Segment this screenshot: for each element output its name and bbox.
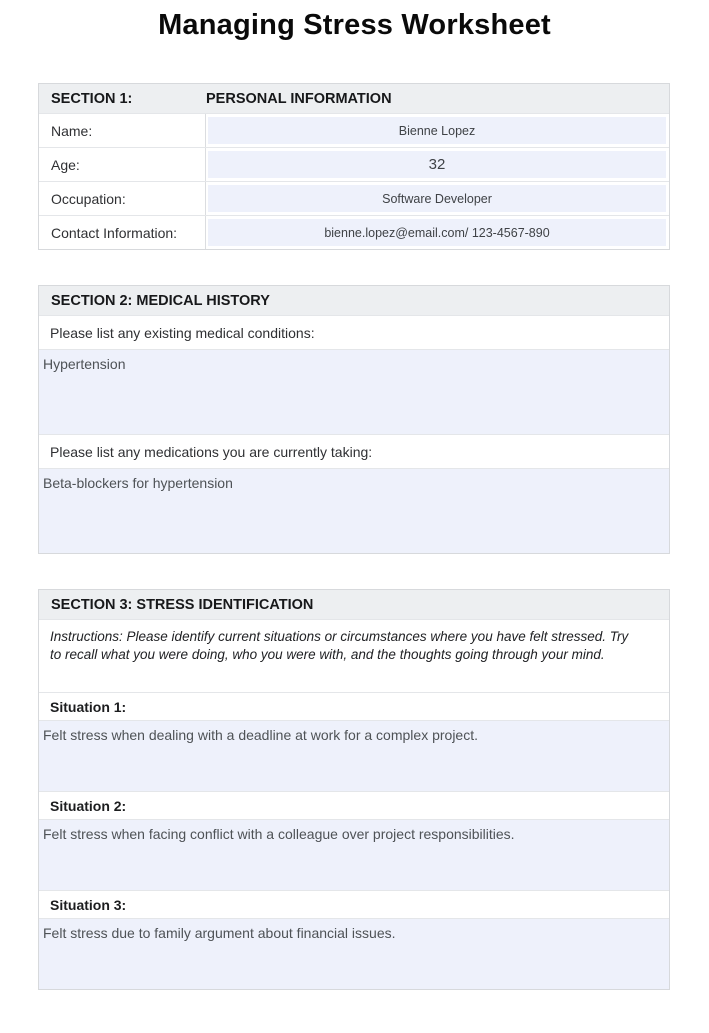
name-field[interactable]: Bienne Lopez: [208, 117, 666, 144]
section1-table: [38, 83, 670, 250]
situation-1-field[interactable]: Felt stress when dealing with a deadline at work for a complex project.: [39, 720, 669, 791]
situation-2-label: Situation 2:: [39, 791, 669, 819]
medical-conditions-prompt: Please list any existing medical conditions:: [39, 315, 669, 349]
occupation-field[interactable]: Software Developer: [208, 185, 666, 212]
section3-table: [38, 589, 670, 990]
medications-field[interactable]: Beta-blockers for hypertension: [39, 468, 669, 553]
occupation-label: Occupation:: [39, 182, 206, 215]
situation-1-label: Situation 1:: [39, 692, 669, 720]
medical-conditions-field[interactable]: Hypertension: [39, 349, 669, 434]
occupation-value-cell: [206, 182, 669, 215]
section1-header: [39, 84, 669, 113]
age-value-cell: [206, 148, 669, 181]
situation-2-field[interactable]: Felt stress when facing conflict with a colleague over project responsibilities.: [39, 819, 669, 890]
section3-instructions: Instructions: Please identify current situations or circumstances where you have felt stressed. Try to recall what you were doing, who you were with, and the thoughts going through your mind.: [39, 619, 669, 692]
section3-header: SECTION 3: STRESS IDENTIFICATION: [39, 590, 669, 619]
age-row: [39, 147, 669, 181]
age-label: Age:: [39, 148, 206, 181]
situation-3-field[interactable]: Felt stress due to family argument about financial issues.: [39, 918, 669, 989]
contact-label: Contact Information:: [39, 216, 206, 249]
medications-prompt: Please list any medications you are currently taking:: [39, 434, 669, 468]
contact-value-cell: [206, 216, 669, 249]
section1-header-label: SECTION 1:: [51, 90, 133, 107]
situation-3-label: Situation 3:: [39, 890, 669, 918]
section2-header: SECTION 2: MEDICAL HISTORY: [39, 286, 669, 315]
contact-field[interactable]: bienne.lopez@email.com/ 123-4567-890: [208, 219, 666, 246]
contact-row: [39, 215, 669, 249]
name-row: [39, 113, 669, 147]
name-label: Name:: [39, 114, 206, 147]
occupation-row: [39, 181, 669, 215]
page-title: Managing Stress Worksheet: [158, 9, 551, 41]
name-value-cell: [206, 114, 669, 147]
section1-header-title: PERSONAL INFORMATION: [206, 90, 392, 107]
section2-table: [38, 285, 670, 554]
age-field[interactable]: 32: [208, 151, 666, 178]
